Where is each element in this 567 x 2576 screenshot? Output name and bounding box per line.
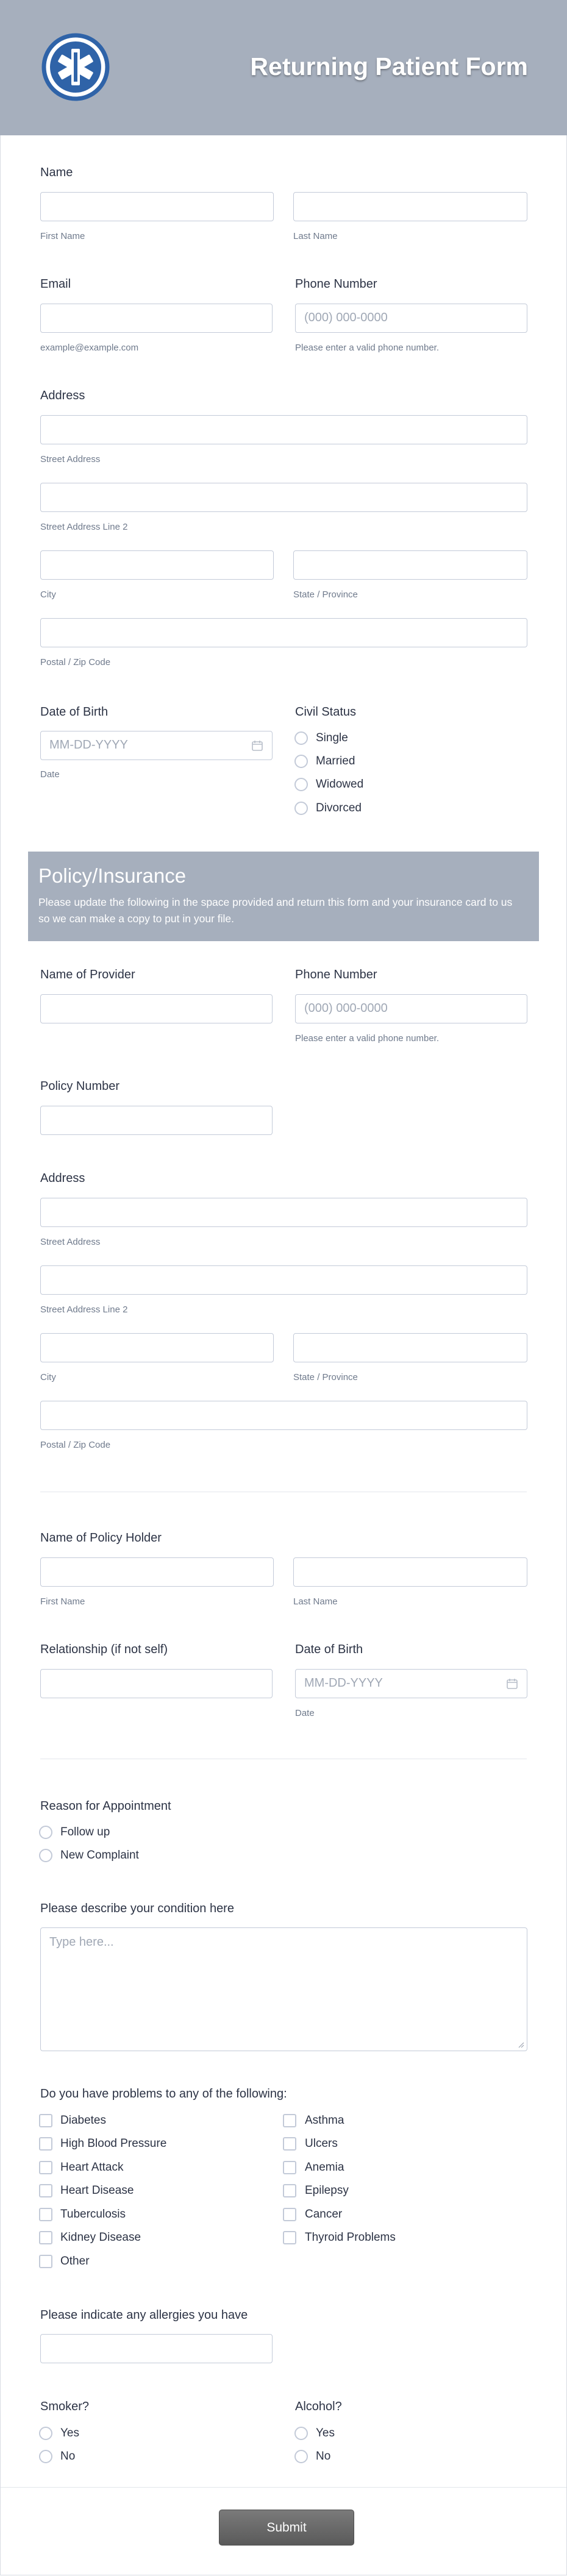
problem-kidney-disease-label: Kidney Disease xyxy=(60,2231,141,2244)
policy-number-label: Policy Number xyxy=(40,1080,120,1093)
problem-heart-attack-label: Heart Attack xyxy=(60,2161,124,2174)
phone-sublabel: Please enter a valid phone number. xyxy=(295,343,439,353)
condition-label: Please describe your condition here xyxy=(40,1902,234,1915)
problem-heart-attack-checkbox[interactable] xyxy=(39,2161,52,2174)
postal-code-sublabel: Postal / Zip Code xyxy=(40,657,111,667)
insurance-street2-input[interactable] xyxy=(40,1265,527,1295)
problem-asthma-label: Asthma xyxy=(305,2114,344,2127)
problem-thyroid-label: Thyroid Problems xyxy=(305,2231,396,2244)
alcohol-yes-radio[interactable] xyxy=(294,2427,308,2440)
city-sublabel: City xyxy=(40,589,56,600)
problem-high-blood-pressure-checkbox[interactable] xyxy=(39,2137,52,2151)
calendar-icon[interactable] xyxy=(251,739,263,752)
insurance-address-label: Address xyxy=(40,1172,85,1185)
form-title: Returning Patient Form xyxy=(250,52,528,80)
smoker-no-label: No xyxy=(60,2450,76,2463)
relationship-input[interactable] xyxy=(40,1669,273,1698)
phone-input[interactable]: (000) 000-0000 xyxy=(295,304,527,333)
smoker-label: Smoker? xyxy=(40,2400,90,2413)
alcohol-yes-label: Yes xyxy=(316,2427,335,2439)
condition-placeholder: Type here... xyxy=(49,1935,114,1949)
problem-other-label: Other xyxy=(60,2255,90,2268)
medical-star-logo-icon xyxy=(41,33,110,101)
problem-ulcers-label: Ulcers xyxy=(305,2137,338,2150)
last-name-sublabel: Last Name xyxy=(293,231,338,241)
holder-first-name-input[interactable] xyxy=(40,1557,274,1587)
street-address-line2-input[interactable] xyxy=(40,483,527,512)
holder-dob-label: Date of Birth xyxy=(295,1643,363,1656)
insurance-street2-sublabel: Street Address Line 2 xyxy=(40,1304,128,1315)
state-input[interactable] xyxy=(293,550,527,580)
holder-dob-placeholder: MM-DD-YYYY xyxy=(304,1676,383,1690)
address-label: Address xyxy=(40,389,85,402)
problem-other-checkbox[interactable] xyxy=(39,2255,52,2268)
email-input[interactable] xyxy=(40,304,273,333)
reason-label: Reason for Appointment xyxy=(40,1799,171,1813)
smoker-yes-label: Yes xyxy=(60,2427,79,2439)
last-name-input[interactable] xyxy=(293,192,527,221)
civil-married-label: Married xyxy=(316,755,355,767)
relationship-label: Relationship (if not self) xyxy=(40,1643,168,1656)
problem-cancer-label: Cancer xyxy=(305,2208,343,2221)
insurance-phone-sublabel: Please enter a valid phone number. xyxy=(295,1033,439,1044)
problem-anemia-checkbox[interactable] xyxy=(283,2161,296,2174)
dob-input[interactable] xyxy=(40,731,273,760)
form-header xyxy=(0,0,567,135)
reason-follow-up-label: Follow up xyxy=(60,1826,110,1838)
civil-single-radio[interactable] xyxy=(294,731,308,745)
problem-tuberculosis-label: Tuberculosis xyxy=(60,2208,126,2221)
calendar-icon[interactable] xyxy=(506,1678,518,1690)
state-sublabel: State / Province xyxy=(293,589,358,600)
problem-asthma-checkbox[interactable] xyxy=(283,2114,296,2127)
reason-follow-up-radio[interactable] xyxy=(39,1826,52,1839)
provider-input[interactable] xyxy=(40,994,273,1023)
insurance-city-input[interactable] xyxy=(40,1333,274,1362)
problem-epilepsy-label: Epilepsy xyxy=(305,2184,349,2197)
reason-new-complaint-radio[interactable] xyxy=(39,1849,52,1862)
problem-thyroid-checkbox[interactable] xyxy=(283,2231,296,2244)
problems-label: Do you have problems to any of the following: xyxy=(40,2087,287,2101)
condition-textarea[interactable] xyxy=(40,1927,527,2051)
name-label: Name xyxy=(40,166,73,179)
civil-divorced-label: Divorced xyxy=(316,802,362,814)
problem-cancer-checkbox[interactable] xyxy=(283,2208,296,2221)
civil-widowed-radio[interactable] xyxy=(294,778,308,791)
problem-diabetes-checkbox[interactable] xyxy=(39,2114,52,2127)
provider-label: Name of Provider xyxy=(40,968,135,981)
policy-holder-label: Name of Policy Holder xyxy=(40,1531,162,1545)
problem-kidney-disease-checkbox[interactable] xyxy=(39,2231,52,2244)
insurance-state-input[interactable] xyxy=(293,1333,527,1362)
problem-epilepsy-checkbox[interactable] xyxy=(283,2184,296,2197)
allergies-input[interactable] xyxy=(40,2334,273,2363)
problem-high-blood-pressure-label: High Blood Pressure xyxy=(60,2137,167,2150)
civil-status-label: Civil Status xyxy=(295,705,357,719)
smoker-yes-radio[interactable] xyxy=(39,2427,52,2440)
policy-number-input[interactable] xyxy=(40,1106,273,1135)
civil-widowed-label: Widowed xyxy=(316,778,364,791)
insurance-state-sublabel: State / Province xyxy=(293,1372,358,1382)
holder-dob-sublabel: Date xyxy=(295,1708,315,1718)
postal-code-input[interactable] xyxy=(40,618,527,647)
problem-anemia-label: Anemia xyxy=(305,2161,344,2174)
dob-label: Date of Birth xyxy=(40,705,109,719)
reason-new-complaint-label: New Complaint xyxy=(60,1849,139,1862)
submit-divider xyxy=(1,2487,566,2488)
street-address-line2-sublabel: Street Address Line 2 xyxy=(40,522,128,532)
insurance-description: Please update the following in the space provided and return this form and your insurance card to us so we can make a copy to put in your file. xyxy=(38,896,513,925)
holder-dob-input[interactable] xyxy=(295,1669,527,1698)
insurance-phone-label: Phone Number xyxy=(295,968,377,981)
civil-single-label: Single xyxy=(316,731,348,744)
allergies-label: Please indicate any allergies you have xyxy=(40,2308,248,2322)
insurance-city-sublabel: City xyxy=(40,1372,56,1382)
problem-heart-disease-label: Heart Disease xyxy=(60,2184,134,2197)
holder-first-name-sublabel: First Name xyxy=(40,1596,85,1607)
first-name-input[interactable] xyxy=(40,192,274,221)
problem-heart-disease-checkbox[interactable] xyxy=(39,2184,52,2197)
insurance-title: Policy/Insurance xyxy=(38,864,187,887)
smoker-no-radio[interactable] xyxy=(39,2450,52,2463)
holder-last-name-sublabel: Last Name xyxy=(293,1596,338,1607)
street-address-input[interactable] xyxy=(40,415,527,444)
submit-button[interactable]: Submit xyxy=(219,2510,354,2546)
insurance-postal-sublabel: Postal / Zip Code xyxy=(40,1440,111,1450)
problem-tuberculosis-checkbox[interactable] xyxy=(39,2208,52,2221)
insurance-street-input[interactable] xyxy=(40,1198,527,1227)
dob-placeholder: MM-DD-YYYY xyxy=(49,738,128,752)
alcohol-no-radio[interactable] xyxy=(294,2450,308,2463)
problem-diabetes-label: Diabetes xyxy=(60,2114,106,2127)
alcohol-no-label: No xyxy=(316,2450,331,2463)
city-input[interactable] xyxy=(40,550,274,580)
email-sublabel: example@example.com xyxy=(40,343,139,353)
problem-ulcers-checkbox[interactable] xyxy=(283,2137,296,2151)
phone-label: Phone Number xyxy=(295,277,377,291)
alcohol-label: Alcohol? xyxy=(295,2400,342,2413)
civil-married-radio[interactable] xyxy=(294,755,308,768)
civil-divorced-radio[interactable] xyxy=(294,802,308,815)
street-address-sublabel: Street Address xyxy=(40,454,101,464)
email-label: Email xyxy=(40,277,71,291)
resize-grip-icon[interactable] xyxy=(517,2041,524,2048)
insurance-section-header xyxy=(28,852,539,941)
holder-last-name-input[interactable] xyxy=(293,1557,527,1587)
insurance-phone-input[interactable]: (000) 000-0000 xyxy=(295,994,527,1023)
insurance-postal-input[interactable] xyxy=(40,1401,527,1430)
first-name-sublabel: First Name xyxy=(40,231,85,241)
insurance-street-sublabel: Street Address xyxy=(40,1237,101,1247)
dob-sublabel: Date xyxy=(40,769,60,780)
